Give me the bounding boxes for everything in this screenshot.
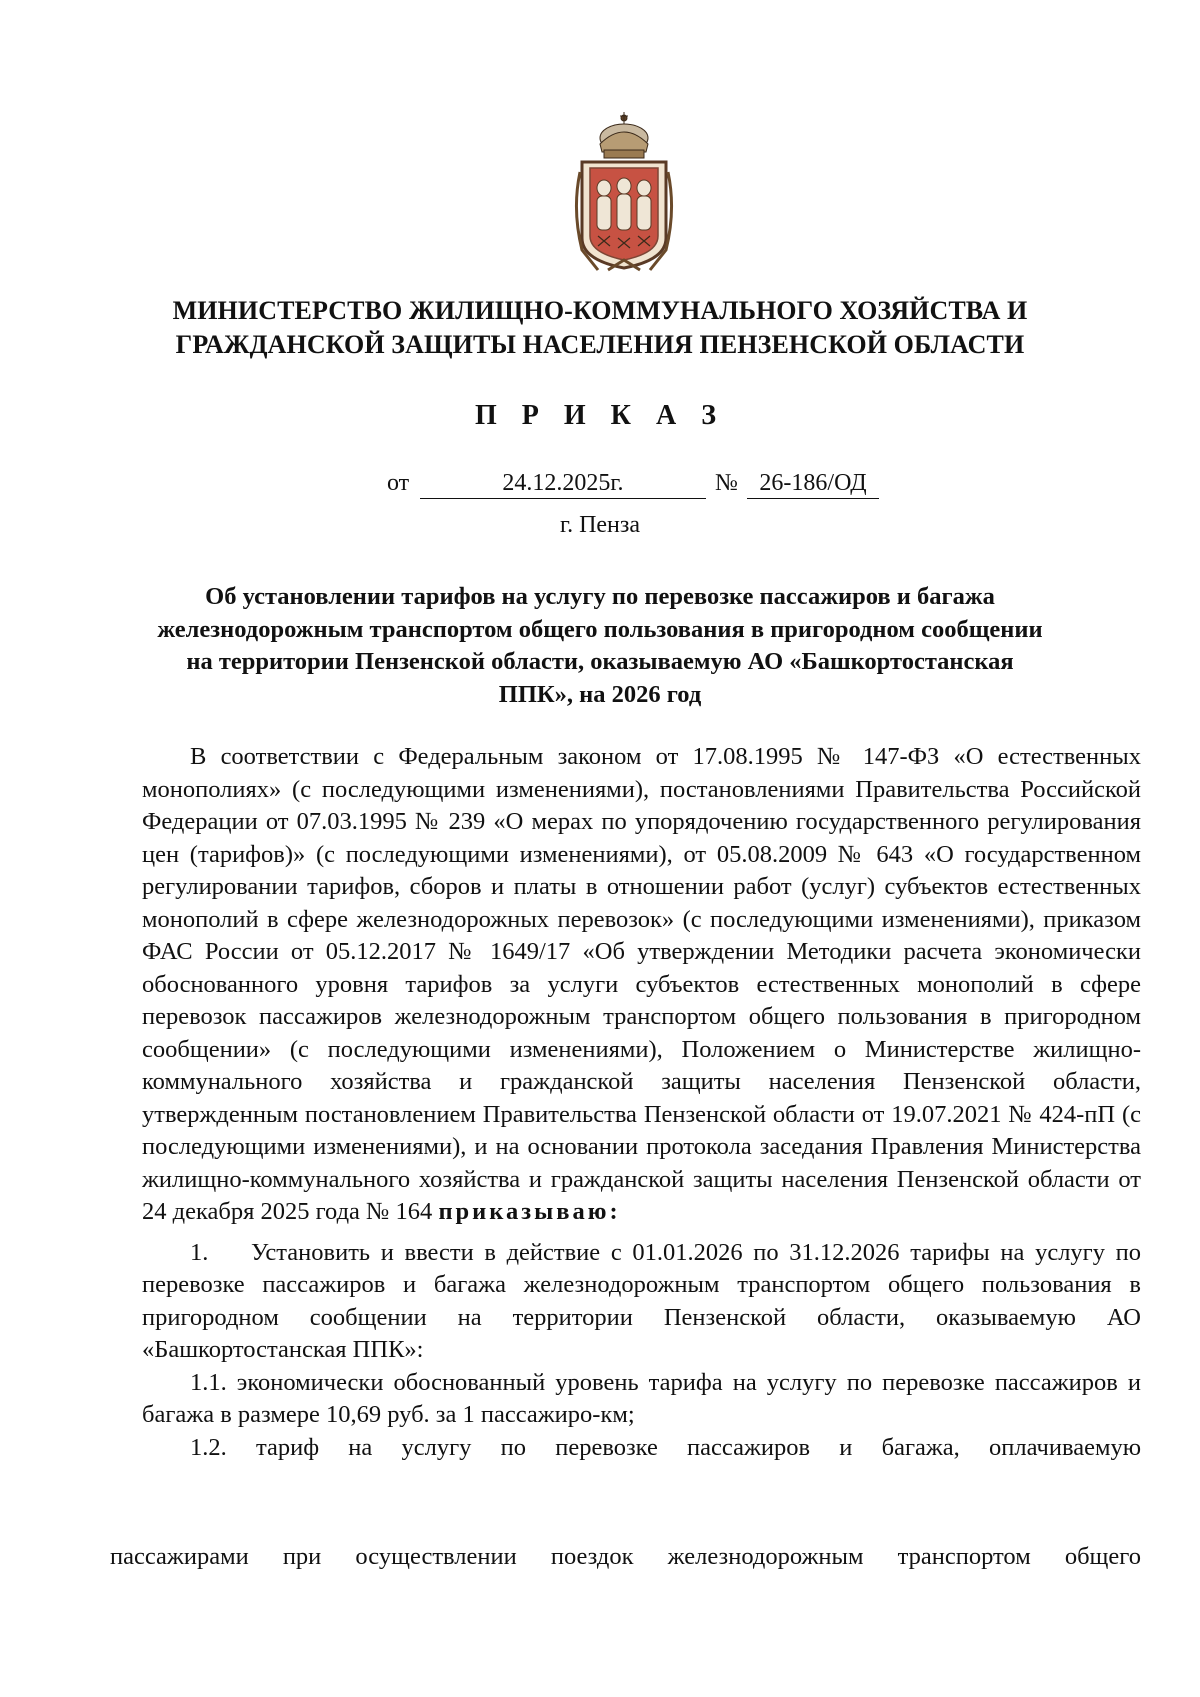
document-number: 26-186/ОД [747,468,879,499]
item-1: 1. Установить и ввести в действие с 01.01.2026 по 31.12.2026 тарифы на услугу по перевозке пассажиров и багажа железнодорожным транспортом общего пользования в пригородном сообщении на территории Пензенской области, оказываемую АО «Башкортостанская ППК»: [142,1238,1148,1363]
penza-region-coat-of-arms-emblem [568,110,680,275]
document-type-title: П Р И К А З [475,400,725,431]
ministry-line-2: ГРАЖДАНСКОЙ ЗАЩИТЫ НАСЕЛЕНИЯ ПЕНЗЕНСКОЙ ОБЛАСТИ [175,330,1025,359]
item-1-1: 1.1. экономически обоснованный уровень тарифа на услугу по перевозке пассажиров и багажа в размере 10,69 руб. за 1 пассажиро-км; [142,1368,1141,1428]
preamble-paragraph [142,741,1141,1229]
subject-line-2: железнодорожным транспортом общего пользования в пригородном сообщении [157,615,1043,643]
ministry-line-1: МИНИСТЕРСТВО ЖИЛИЩНО-КОММУНАЛЬНОГО ХОЗЯЙСТВА И [172,296,1028,325]
subject-line-3: на территории Пензенской области, оказываемую АО «Башкортостанская [186,648,1014,675]
item-1-2-line-1: 1.2. тариф на услугу по перевозке пассажиров и багажа, оплачиваемую [190,1433,1141,1461]
directive-word: приказываю: [438,1198,621,1225]
order-body [142,741,1148,1464]
city: г. Пенза [559,512,641,538]
ministry-name [100,294,1100,362]
subject-line-1: Об установлении тарифов на услугу по перевозке пассажиров и багажа [205,583,995,610]
date-prefix: от [387,470,410,496]
item-1-2-line-2: пассажирами при осуществлении поездок железнодорожным транспортом общего [110,1543,1141,1570]
number-prefix: № [715,470,738,496]
document-date: 24.12.2025г. [420,468,706,499]
order-subject [110,581,1090,711]
preamble-text: В соответствии с Федеральным законом от 17.08.1995 № 147-ФЗ «О естественных монополиях» (с последующими изменениями), постановлениями Правительства Российской Федерации от 07.03.1995 № 239 «О мерах по упорядочению государственного регулирования цен (тарифов)» (с последующими изменениями), от 05.08.2009 № 643 «О государственном регулировании тарифов, сборов и платы в отношении работ (услуг) субъектов естественных монополий в сфере железнодорожных перевозок» (с последующими изменениями), приказом ФАС России от 05.12.2017 № 1649/17 «Об утверждении Методики расчета экономически обоснованного уровня тарифов за услуги субъектов естественных монополий в сфере перевозок пассажиров железнодорожным транспортом общего пользования в пригородном сообщении» (с последующими изменениями), Положением о Министерстве жилищно-коммунального хозяйства и гражданской защиты населения Пензенской области, утвержденным постановлением Правительства Пензенской области от 19.07.2021 № 424-пП (с последующими изменениями), и на основании протокола заседания Правления Министерства жилищно-коммунального хозяйства и гражданской защиты населения Пензенской области от 24 декабря 2025 года № 164 [142,743,1141,1225]
subject-line-4: ППК», на 2026 год [498,680,702,708]
